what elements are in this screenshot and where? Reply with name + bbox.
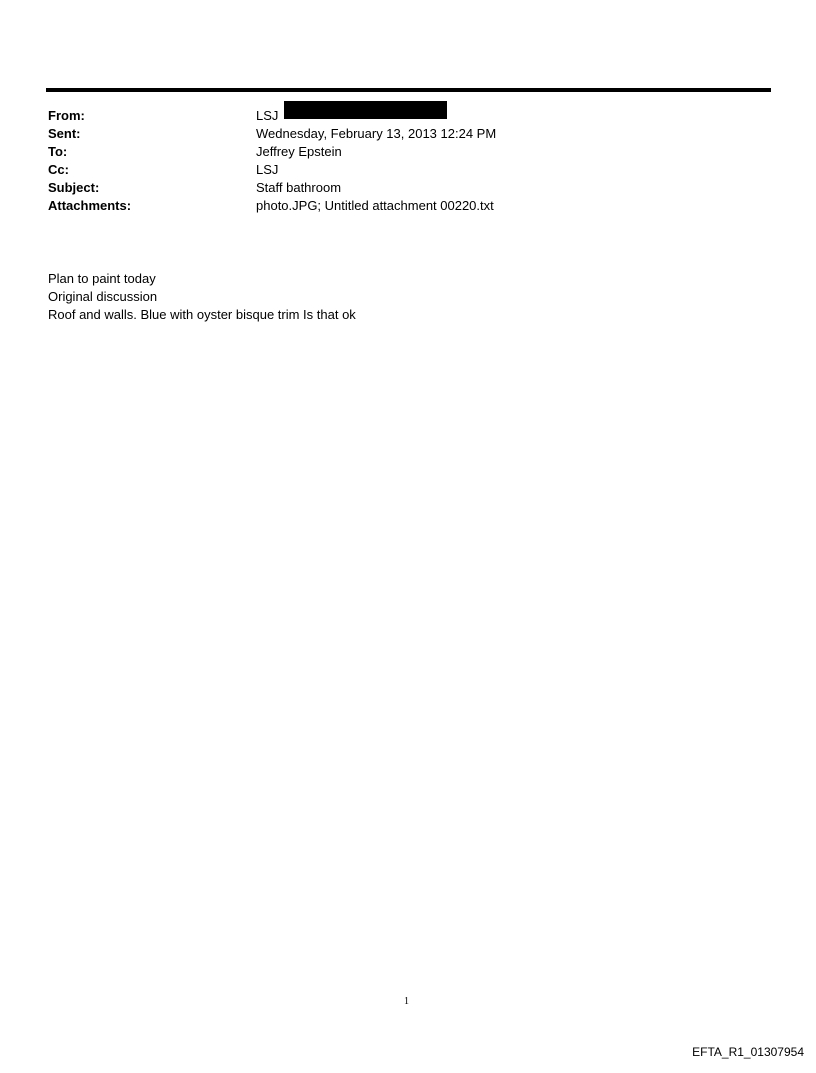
body-line: Original discussion	[48, 289, 158, 304]
cc-label: Cc:	[48, 162, 69, 177]
page-number: 1	[404, 996, 409, 1007]
email-body	[48, 270, 356, 324]
sent-label: Sent:	[48, 126, 81, 141]
email-header	[48, 107, 748, 215]
from-value	[256, 107, 447, 125]
subject-row	[48, 179, 748, 197]
subject-value: Staff bathroom	[256, 180, 342, 195]
from-name: LSJ	[256, 108, 279, 123]
header-divider	[46, 88, 771, 92]
attachments-value: photo.JPG; Untitled attachment 00220.txt	[256, 198, 494, 213]
sent-value: Wednesday, February 13, 2013 12:24 PM	[256, 126, 497, 141]
document-id: EFTA_R1_01307954	[692, 1045, 804, 1059]
to-label: To:	[48, 144, 68, 159]
to-row	[48, 143, 748, 161]
body-line: Plan to paint today	[48, 271, 156, 286]
attachments-label: Attachments:	[48, 198, 132, 213]
to-value: Jeffrey Epstein	[256, 144, 342, 159]
cc-row	[48, 161, 748, 179]
sent-row	[48, 125, 748, 143]
from-label: From:	[48, 108, 85, 123]
body-line: Roof and walls. Blue with oyster bisque trim Is that ok	[48, 307, 356, 322]
cc-value: LSJ	[256, 162, 279, 177]
attachments-row	[48, 197, 748, 215]
subject-label: Subject:	[48, 180, 100, 195]
from-row	[48, 107, 748, 125]
redaction-box	[284, 101, 447, 119]
